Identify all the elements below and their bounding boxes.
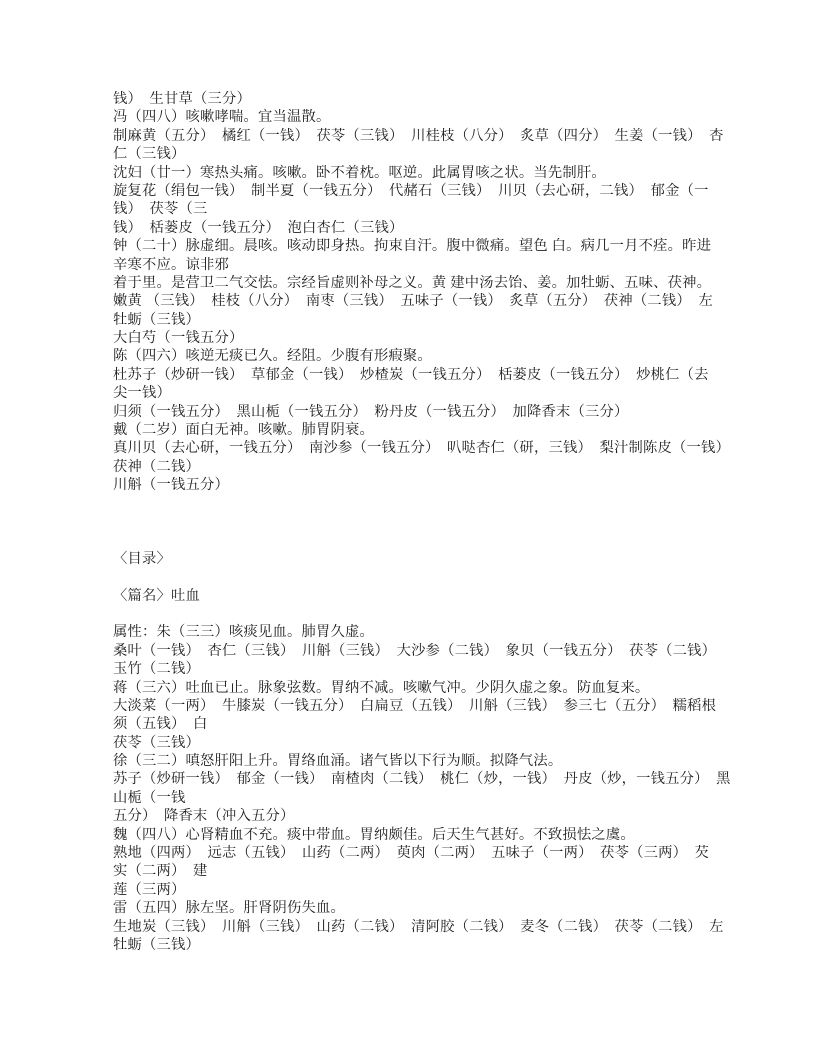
- text-line: [113, 605, 733, 623]
- text-line: [113, 495, 733, 513]
- text-line: 雷（五四）脉左坚。肝肾阴伤失血。: [113, 900, 345, 917]
- text-line: 辛寒不应。谅非邪: [113, 256, 229, 273]
- text-line: 牡蛎（三钱）: [113, 936, 200, 953]
- text-line: 魏（四八）心肾精血不充。痰中带血。胃纳颇佳。后天生气甚好。不致损怯之虞。: [113, 826, 635, 843]
- text-line: 〈篇名〉吐血: [113, 587, 200, 604]
- text-line: 沈妇（廿一）寒热头痛。咳嗽。卧不着枕。呕逆。此属胃咳之状。当先制肝。: [113, 164, 606, 181]
- text-line: 桑叶（一钱） 杏仁（三钱） 川斛（三钱） 大沙参（二钱） 象贝（一钱五分） 茯苓（二钱）: [113, 642, 717, 659]
- text-line: 嫩黄 （三钱） 桂枝（八分） 南枣（三钱） 五味子（一钱） 炙草（五分） 茯神（二钱） 左: [113, 293, 713, 310]
- text-line: 生地炭（三钱） 川斛（三钱） 山药（二钱） 清阿胶（二钱） 麦冬（二钱） 茯苓（二钱） 左: [113, 918, 724, 935]
- text-line: 钟（二十）脉虚细。晨咳。咳动即身热。拘束自汗。腹中微痛。望色 白。病几一月不痊。昨进: [113, 238, 712, 255]
- text-line: 旋复花（绢包一钱） 制半夏（一钱五分） 代赭石（三钱） 川贝（去心研，二钱） 郁金（一: [113, 182, 709, 199]
- text-line: 真川贝（去心研，一钱五分） 南沙参（一钱五分） 叭哒杏仁（研，三钱） 梨汁制陈皮（一钱）: [113, 440, 731, 457]
- text-line: 尖一钱）: [113, 385, 171, 402]
- text-line: 杜苏子（炒研一钱） 草郁金（一钱） 炒楂炭（一钱五分） 栝蒌皮（一钱五分） 炒桃仁（去: [113, 366, 709, 383]
- text-line: 制麻黄（五分） 橘红（一钱） 茯苓（三钱） 川桂枝（八分） 炙草（四分） 生姜（一钱） 杏: [113, 127, 724, 144]
- text-line: 仁（三钱）: [113, 146, 186, 163]
- text-line: 钱） 栝蒌皮（一钱五分） 泡白杏仁（三钱）: [113, 219, 404, 236]
- text-line: 山栀（一钱: [113, 789, 186, 806]
- text-line: 茯苓（三钱）: [113, 734, 200, 751]
- text-line: 苏子（炒研一钱） 郁金（一钱） 南楂肉（二钱） 桃仁（炒，一钱） 丹皮（炒，一钱五分） 黑: [113, 771, 731, 788]
- text-line: 大淡菜（一两） 牛膝炭（一钱五分） 白扁豆（五钱） 川斛（三钱） 参三七（五分） 糯稻根: [113, 697, 717, 714]
- text-line: 牡蛎（三钱）: [113, 311, 200, 328]
- text-lines: [113, 90, 733, 954]
- text-line: 着于里。是营卫二气交怯。宗经旨虚则补母之义。黄 建中汤去饴、姜。加牡蛎、五味、茯神。: [113, 274, 712, 291]
- text-line: [113, 513, 733, 531]
- text-line: 莲（三两）: [113, 881, 186, 898]
- text-line: 陈（四六）咳逆无痰已久。经阻。少腹有形瘕聚。: [113, 348, 432, 365]
- text-line: 钱） 茯苓（三: [113, 201, 208, 218]
- text-line: [113, 568, 733, 586]
- text-line: 属性：朱（三三）咳痰见血。肺胃久虚。: [113, 624, 374, 641]
- text-line: 〈目录〉: [113, 550, 171, 567]
- text-line: 实（二两） 建: [113, 863, 208, 880]
- text-line: 戴（二岁）面白无神。咳嗽。肺胃阴衰。: [113, 422, 374, 439]
- text-line: [113, 531, 733, 549]
- text-line: 五分） 降香末（冲入五分）: [113, 808, 295, 825]
- text-line: 钱） 生甘草（三分）: [113, 91, 252, 107]
- text-line: 冯（四八）咳嗽哮喘。宜当温散。: [113, 109, 331, 126]
- text-line: 熟地（四两） 远志（五钱） 山药（二两） 萸肉（二两） 五味子（一两） 茯苓（三两） 芡: [113, 845, 710, 862]
- text-line: 徐（三二）嗔怒肝阳上升。胃络血涌。诸气皆以下行为顺。拟降气法。: [113, 753, 563, 770]
- text-line: 大白芍（一钱五分）: [113, 330, 244, 347]
- text-line: 川斛（一钱五分）: [113, 477, 229, 494]
- text-line: 玉竹（二钱）: [113, 661, 200, 678]
- text-line: 蒋（三六）吐血已止。脉象弦数。胃纳不减。咳嗽气冲。少阴久虚之象。防血复来。: [113, 679, 650, 696]
- text-line: 归须（一钱五分） 黑山栀（一钱五分） 粉丹皮（一钱五分） 加降香末（三分）: [113, 403, 629, 420]
- text-line: 茯神（二钱）: [113, 458, 200, 475]
- text-line: 须（五钱） 白: [113, 716, 208, 733]
